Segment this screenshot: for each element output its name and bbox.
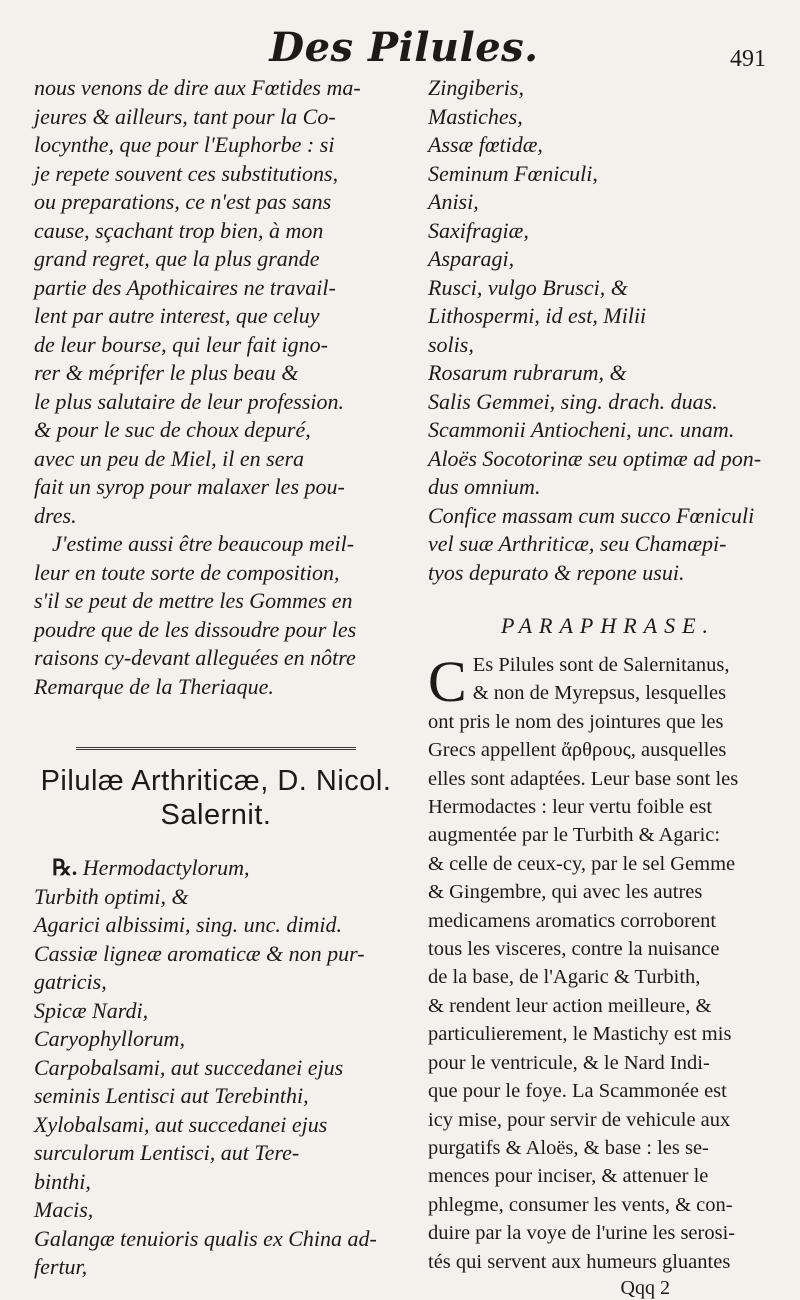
text-line: medicamens aromatics corroborent [428, 909, 717, 932]
text-line: icy mise, pour servir de vehicule aux [428, 1108, 731, 1131]
running-head [34, 18, 774, 74]
recipe-line: Lithospermi, id est, Milii [428, 303, 647, 328]
page-number: 491 [730, 46, 766, 72]
recipe-line: Saxifragiæ, [428, 217, 529, 243]
heading-line: Salernit. [160, 799, 272, 831]
paraphrase-heading: PARAPHRASE. [500, 613, 716, 638]
text-line: rer & méprifer le plus beau & [34, 360, 299, 385]
text-line: le plus salutaire de leur profession. [34, 388, 345, 414]
text-line: lent par autre interest, que celuy [34, 303, 320, 328]
text-line: pour le ventricule, & le Nard Indi- [428, 1051, 710, 1074]
recipe-line: Assæ fœtidæ, [428, 132, 543, 157]
text-line: particulierement, le Mastichy est mis [428, 1023, 732, 1046]
recipe-line: binthi, [34, 1168, 91, 1194]
text-line: poudre que de les dissoudre pour les [34, 616, 357, 642]
recipe-line: Confice massam cum succo Fœniculi [428, 502, 755, 528]
recipe-line: Rusci, vulgo Brusci, & [428, 274, 628, 300]
text-line: & pour le suc de choux depuré, [34, 417, 311, 442]
text-line: & non de Myrepsus, lesquelles [472, 682, 727, 705]
recipe-line: seminis Lentisci aut Terebinthi, [34, 1083, 309, 1108]
text-line: leur en toute sorte de composition, [34, 559, 340, 585]
recipe-line: Asparagi, [428, 246, 515, 271]
recipe-line: fertur, [34, 1254, 88, 1279]
recipe-line: Seminum Fœniculi, [428, 160, 598, 186]
signature-mark: Qqq 2 [620, 1276, 670, 1299]
running-title: Des Pilules. [269, 24, 539, 71]
recipe-line: Aloës Socotorinæ seu optimæ ad pon- [428, 445, 762, 471]
text-line: tés qui servent aux humeurs gluantes [428, 1250, 731, 1273]
text-line: locynthe, que pour l'Euphorbe : si [34, 132, 335, 157]
text-line: de la base, de l'Agaric & Turbith, [428, 966, 701, 989]
text-line: cause, sçachant trop bien, à mon [34, 217, 324, 243]
recipe-line: Rosarum rubrarum, & [428, 360, 627, 385]
recipe-line: Turbith optimi, & [34, 883, 189, 909]
recipe-line: tyos depurato & repone usui. [428, 559, 685, 585]
ingredient-text: Hermodactylorum, [77, 855, 250, 880]
recipe-line: dus omnium. [428, 474, 541, 499]
section-heading [34, 764, 398, 832]
recipe-symbol: ℞. [52, 855, 78, 880]
text-line: Remarque de la Theriaque. [34, 673, 274, 699]
text-line: augmentée par le Turbith & Agaric: [428, 824, 721, 847]
text-line: duire par la voye de l'urine les serosi- [428, 1222, 736, 1245]
recipe-line: gatricis, [34, 969, 107, 994]
recipe-line: Caryophyllorum, [34, 1026, 185, 1051]
recipe-line: vel suæ Arthriticæ, seu Chamæpi- [428, 531, 727, 556]
heading-line: Pilulæ Arthriticæ, D. Nicol. [40, 765, 392, 797]
text-line: je repete souvent ces substitutions, [34, 160, 339, 186]
text-line: Grecs appellent ἄρθρους, ausquelles [428, 739, 727, 762]
text-line: & Gingembre, qui avec les autres [428, 881, 703, 904]
recipe-line: Spicæ Nardi, [34, 997, 149, 1023]
recipe-list-left [34, 854, 398, 1282]
recipe-line: surculorum Lentisci, aut Tere- [34, 1140, 300, 1165]
right-column [428, 74, 788, 1300]
text-line: elles sont adaptées. Leur base sont les [428, 767, 739, 790]
two-column-body [34, 74, 774, 1300]
recipe-list-right [428, 74, 788, 587]
text-line: grand regret, que la plus grande [34, 246, 320, 271]
text-line: & celle de ceux-cy, par le sel Gemme [428, 852, 736, 875]
recipe-line: Macis, [34, 1197, 94, 1222]
text-line: & rendent leur action meilleure, & [428, 994, 712, 1017]
recipe-line: Galangæ tenuioris qualis ex China ad- [34, 1225, 377, 1251]
text-line: dres. [34, 502, 77, 528]
text-line: purgatifs & Aloës, & base : les se- [428, 1136, 709, 1159]
recipe-line: solis, [428, 331, 474, 357]
text-line: Hermodactes : leur vertu foible est [428, 796, 713, 819]
drop-cap: C [428, 649, 467, 714]
recipe-line: Carpobalsami, aut succedanei ejus [34, 1054, 344, 1080]
recipe-line [34, 854, 398, 883]
recipe-line: Cassiæ ligneæ aromaticæ & non pur- [34, 940, 365, 966]
text-line: fait un syrop pour malaxer les pou- [34, 474, 345, 499]
text-line: ont pris le nom des jointures que les [428, 710, 724, 733]
text-line: partie des Apothicaires ne travail- [34, 274, 336, 300]
text-line: que pour le foye. La Scammonée est [428, 1080, 727, 1103]
text-line: raisons cy-devant alleguées en nôtre [34, 645, 356, 670]
text-line: jeures & ailleurs, tant pour la Co- [34, 103, 336, 129]
recipe-line: Xylobalsami, aut succedanei ejus [34, 1111, 328, 1137]
text-line: mences pour inciser, & attenuer le [428, 1165, 709, 1188]
recipe-line: Scammonii Antiocheni, unc. unam. [428, 417, 735, 442]
text-line: Es Pilules sont de Salernitanus, [472, 654, 730, 676]
recipe-line: Anisi, [428, 189, 479, 214]
recipe-line: Mastiches, [428, 103, 523, 129]
text-line: tous les visceres, contre la nuisance [428, 938, 720, 961]
recipe-line: Zingiberis, [428, 75, 524, 100]
text-line: avec un peu de Miel, il en sera [34, 445, 305, 471]
recipe-line: Agarici albissimi, sing. unc. dimid. [34, 912, 342, 937]
text-line: ou preparations, ce n'est pas sans [34, 189, 332, 214]
text-line: J'estime aussi être beaucoup meil- [52, 531, 355, 556]
text-line: nous venons de dire aux Fœtides ma- [34, 75, 361, 100]
text-line: s'il se peut de mettre les Gommes en [34, 588, 353, 613]
left-column [34, 74, 398, 1300]
text-line: phlegme, consumer les vents, & con- [428, 1193, 733, 1216]
paraphrase-body [428, 651, 788, 1276]
opening-paragraph [34, 74, 398, 701]
section-divider [76, 747, 356, 750]
text-line: de leur bourse, qui leur fait igno- [34, 331, 328, 357]
recipe-line: Salis Gemmei, sing. drach. duas. [428, 388, 718, 414]
